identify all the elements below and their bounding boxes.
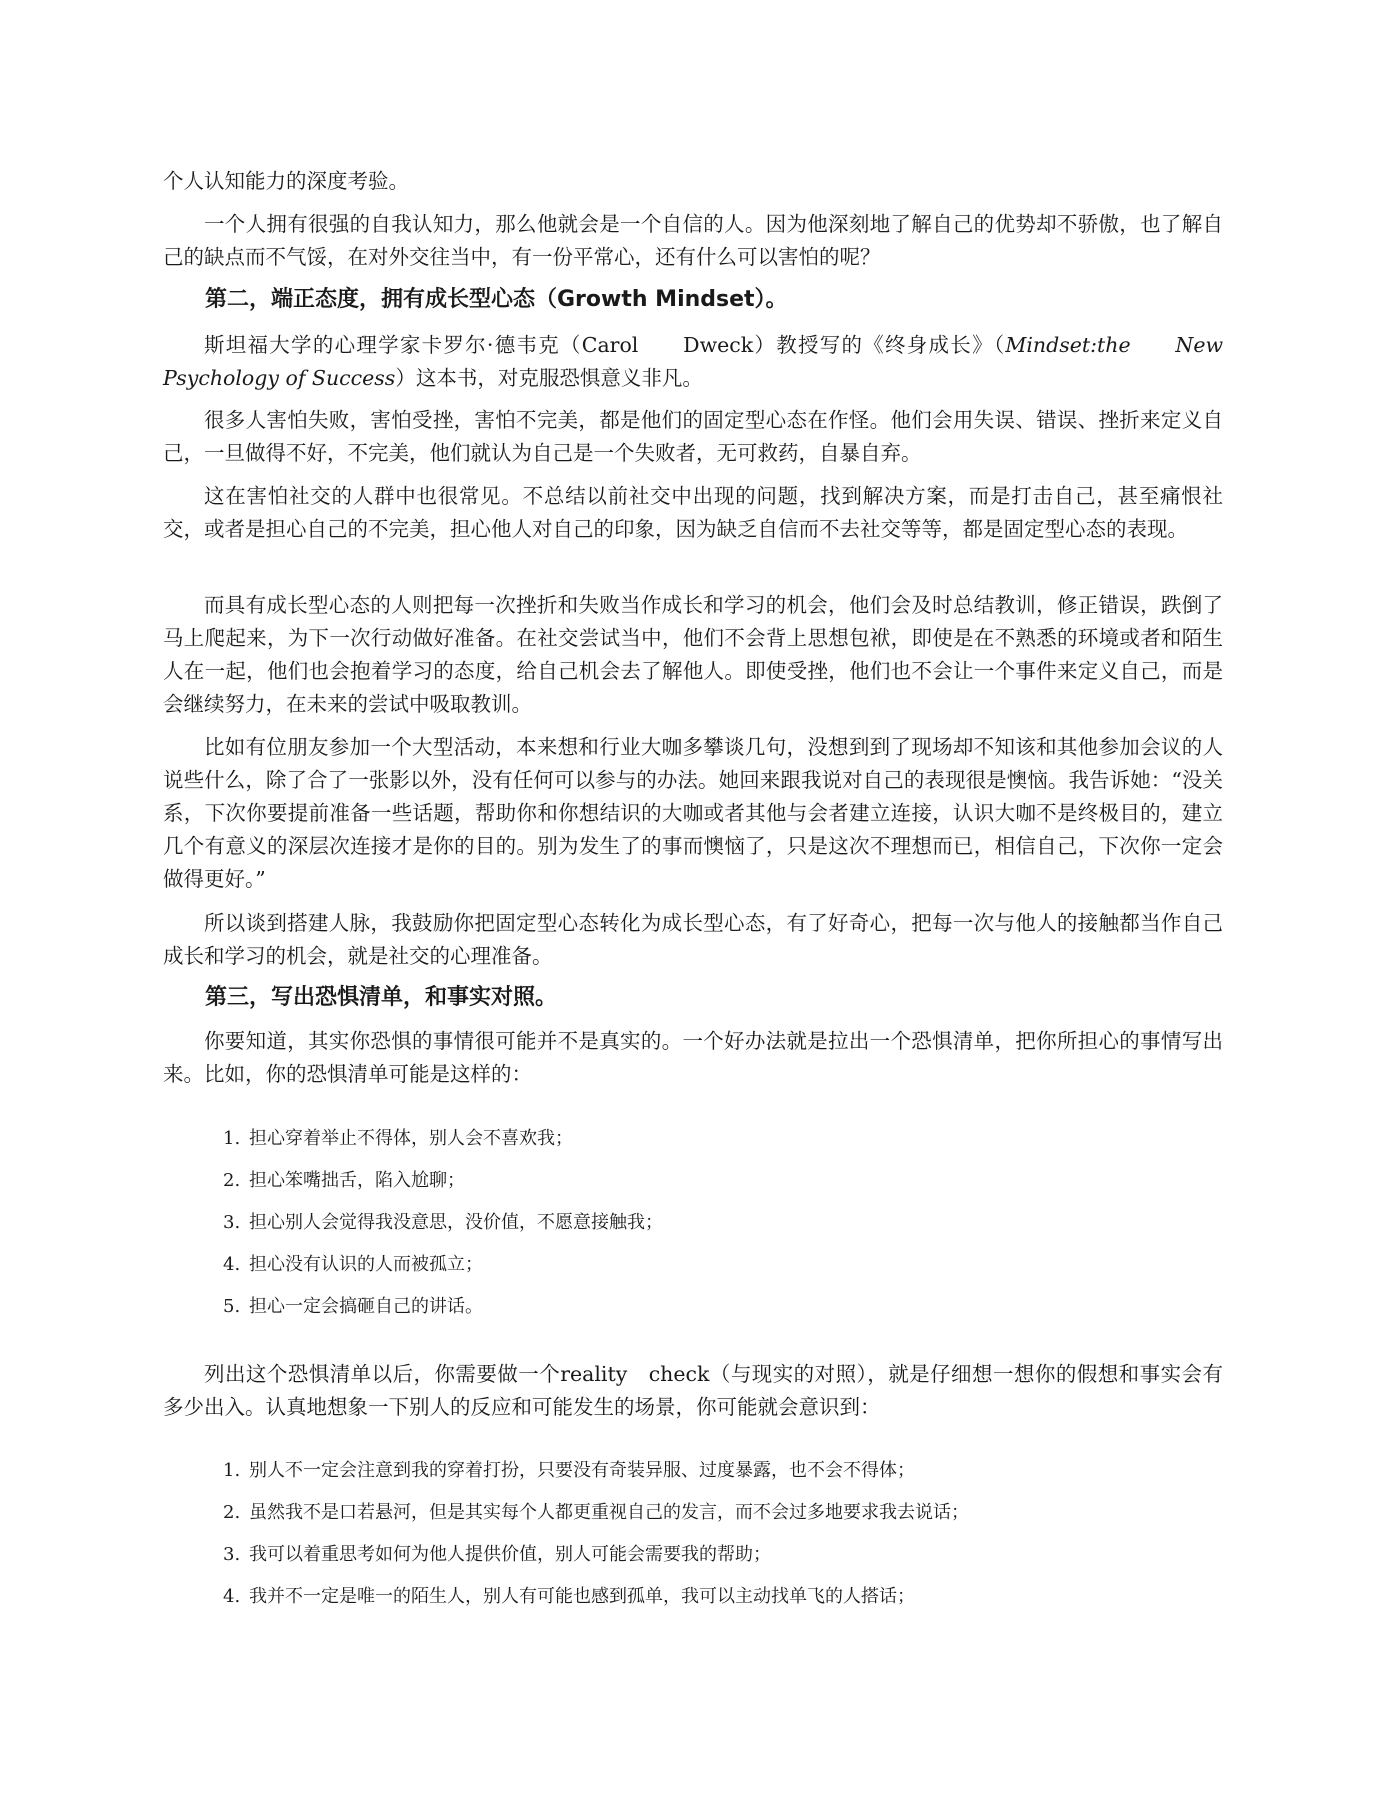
paragraph-dweck-book	[163, 329, 1230, 395]
paragraph-reality-check: 列出这个恐惧清单以后，你需要做一个reality check（与现实的对照），就是仔细想一想你的假想和事实会有多少出入。认真地想象一下别人的反应和可能发生的场景，你可能就会意识到：	[163, 1362, 1223, 1419]
list-item: 4. 担心没有认识的人而被孤立；	[223, 1254, 483, 1275]
section-heading-fear-list: 第三，写出恐惧清单，和事实对照。	[205, 985, 558, 1010]
paragraph-continuation: 个人认知能力的深度考验。	[163, 169, 409, 193]
list-item: 1. 别人不一定会注意到我的穿着打扮，只要没有奇装异服、过度暴露，也不会不得体；	[223, 1460, 915, 1481]
fear-list	[223, 1118, 663, 1328]
paragraph-fear-list-intro: 你要知道，其实你恐惧的事情很可能并不是真实的。一个好办法就是拉出一个恐惧清单，把你所担心的事情写出来。比如，你的恐惧清单可能是这样的：	[163, 1029, 1223, 1086]
paragraph-friend-example: 比如有位朋友参加一个大型活动，本来想和行业大咖多攀谈几句，没想到到了现场却不知该和其他参加会议的人说些什么，除了合了一张影以外，没有任何可以参与的办法。她回来跟我说对自己的表现很是懊恼。我告诉她：“没关系，下次你要提前准备一些话题，帮助你和你想结识的大咖或者其他与会者建立连接，认识大咖不是终极目的，建立几个有意义的深层次连接才是你的目的。别为发生了的事而懊恼了，只是这次不理想而已，相信自己，下次你一定会做得更好。”	[163, 735, 1223, 891]
list-item: 1. 担心穿着举止不得体，别人会不喜欢我；	[223, 1128, 573, 1149]
section-heading-growth-mindset: 第二，端正态度，拥有成长型心态（Growth Mindset）。	[205, 287, 788, 312]
paragraph-growth-mindset-people: 而具有成长型心态的人则把每一次挫折和失败当作成长和学习的机会，他们会及时总结教训，修正错误，跌倒了马上爬起来，为下一次行动做好准备。在社交尝试当中，他们不会背上思想包袱，即使是在不熟悉的环境或者和陌生人在一起，他们也会抱着学习的态度，给自己机会去了解他人。即使受挫，他们也不会让一个事件来定义自己，而是会继续努力，在未来的尝试中吸取教训。	[163, 593, 1223, 716]
list-item: 3. 担心别人会觉得我没意思，没价值，不愿意接触我；	[223, 1212, 663, 1233]
book-title-english: Mindset:the New Psychology of Success	[163, 333, 1230, 390]
list-item: 4. 我并不一定是唯一的陌生人，别人有可能也感到孤单，我可以主动找单飞的人搭话；	[223, 1586, 915, 1607]
reality-list	[223, 1450, 969, 1618]
paragraph-self-awareness: 一个人拥有很强的自我认知力，那么他就会是一个自信的人。因为他深刻地了解自己的优势却不骄傲，也了解自己的缺点而不气馁，在对外交往当中，有一份平常心，还有什么可以害怕的呢？	[163, 212, 1223, 269]
list-item: 2. 担心笨嘴拙舌，陷入尬聊；	[223, 1170, 465, 1191]
list-item: 3. 我可以着重思考如何为他人提供价值，别人可能会需要我的帮助；	[223, 1544, 771, 1565]
paragraph-social-fear: 这在害怕社交的人群中也很常见。不总结以前社交中出现的问题，找到解决方案，而是打击自己，甚至痛恨社交，或者是担心自己的不完美，担心他人对自己的印象，因为缺乏自信而不去社交等等，都是固定型心态的表现。	[163, 484, 1223, 541]
book-intro-text: 斯坦福大学的心理学家卡罗尔·德韦克（Carol Dweck）教授写的《终身成长》（	[204, 333, 1006, 357]
paragraph-networking-summary: 所以谈到搭建人脉，我鼓励你把固定型心态转化为成长型心态，有了好奇心，把每一次与他人的接触都当作自己成长和学习的机会，就是社交的心理准备。	[163, 911, 1223, 968]
book-intro-tail: ）这本书，对克服恐惧意义非凡。	[395, 366, 703, 390]
list-item: 5. 担心一定会搞砸自己的讲话。	[223, 1296, 483, 1317]
document-page	[163, 0, 1230, 1800]
list-item: 2. 虽然我不是口若悬河，但是其实每个人都更重视自己的发言，而不会过多地要求我去说话；	[223, 1502, 969, 1523]
paragraph-fixed-mindset: 很多人害怕失败，害怕受挫，害怕不完美，都是他们的固定型心态在作怪。他们会用失误、错误、挫折来定义自己，一旦做得不好，不完美，他们就认为自己是一个失败者，无可救药，自暴自弃。	[163, 408, 1223, 465]
